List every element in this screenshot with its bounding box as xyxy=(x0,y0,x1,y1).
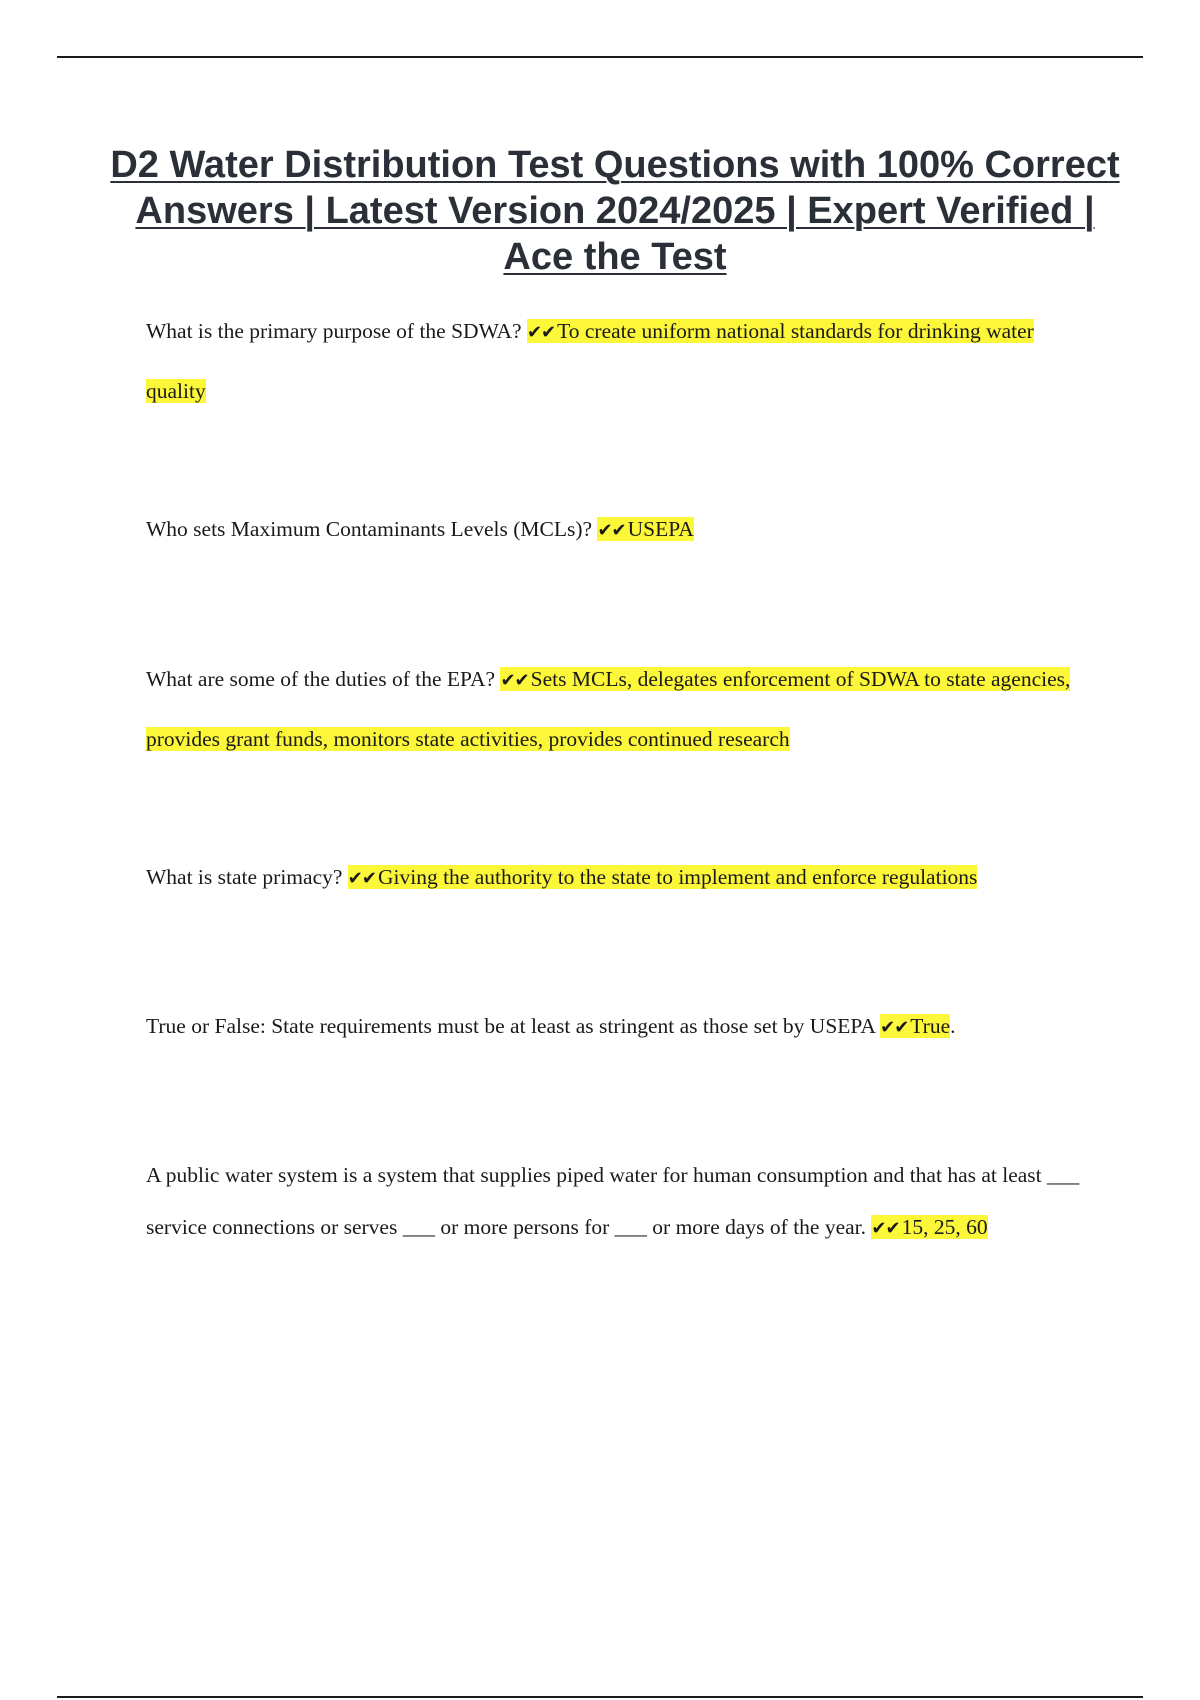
answer-trailing: . xyxy=(950,1014,956,1038)
answer-text: Giving the authority to the state to implement and enforce regulations xyxy=(377,865,978,889)
question-text: What is the primary purpose of the SDWA? xyxy=(146,319,522,343)
answer-highlight xyxy=(597,517,693,541)
qa-item-2 xyxy=(146,500,1096,560)
question-text: What are some of the duties of the EPA? xyxy=(146,667,496,691)
check-mark-icon: ✔✔ xyxy=(597,520,626,541)
check-mark-icon: ✔✔ xyxy=(526,322,556,343)
check-mark-icon: ✔✔ xyxy=(500,670,529,691)
check-mark-icon: ✔✔ xyxy=(880,1017,909,1038)
answer-highlight xyxy=(880,1014,950,1038)
question-text: What is state primacy? xyxy=(146,865,343,889)
qa-item-1 xyxy=(146,302,1096,420)
question-text: Who sets Maximum Contaminants Levels (MCLs)? xyxy=(146,517,593,541)
footer-rule xyxy=(57,1696,1143,1698)
qa-item-6 xyxy=(146,1149,1096,1255)
answer-highlight xyxy=(348,865,978,889)
check-mark-icon: ✔✔ xyxy=(347,868,376,889)
question-text: True or False: State requirements must be at least as stringent as those set by USEPA xyxy=(146,1014,875,1038)
answer-text: Sets MCLs, delegates enforcement of SDWA to state agencies, provides grant funds, monitors state activities, provides continued research xyxy=(146,667,1071,751)
answer-text: USEPA xyxy=(627,517,694,541)
answer-text: To create uniform national standards for drinking water quality xyxy=(146,319,1034,403)
document-title: D2 Water Distribution Test Questions with 100% Correct Answers | Latest Version 2024/2025 | Expert Verified | Ace the Test xyxy=(110,144,1120,278)
header-rule xyxy=(57,56,1143,58)
answer-text: True xyxy=(910,1014,951,1038)
qa-item-5 xyxy=(146,997,1096,1057)
qa-item-4 xyxy=(146,848,1096,908)
qa-item-3 xyxy=(146,650,1096,768)
check-mark-icon: ✔✔ xyxy=(871,1218,900,1239)
answer-text: 15, 25, 60 xyxy=(901,1215,988,1239)
answer-highlight xyxy=(871,1215,987,1239)
question-text: A public water system is a system that supplies piped water for human consumption and that has at least ___ service connections or serves ___ or more persons for ___ or more days of the year. xyxy=(146,1163,1080,1239)
